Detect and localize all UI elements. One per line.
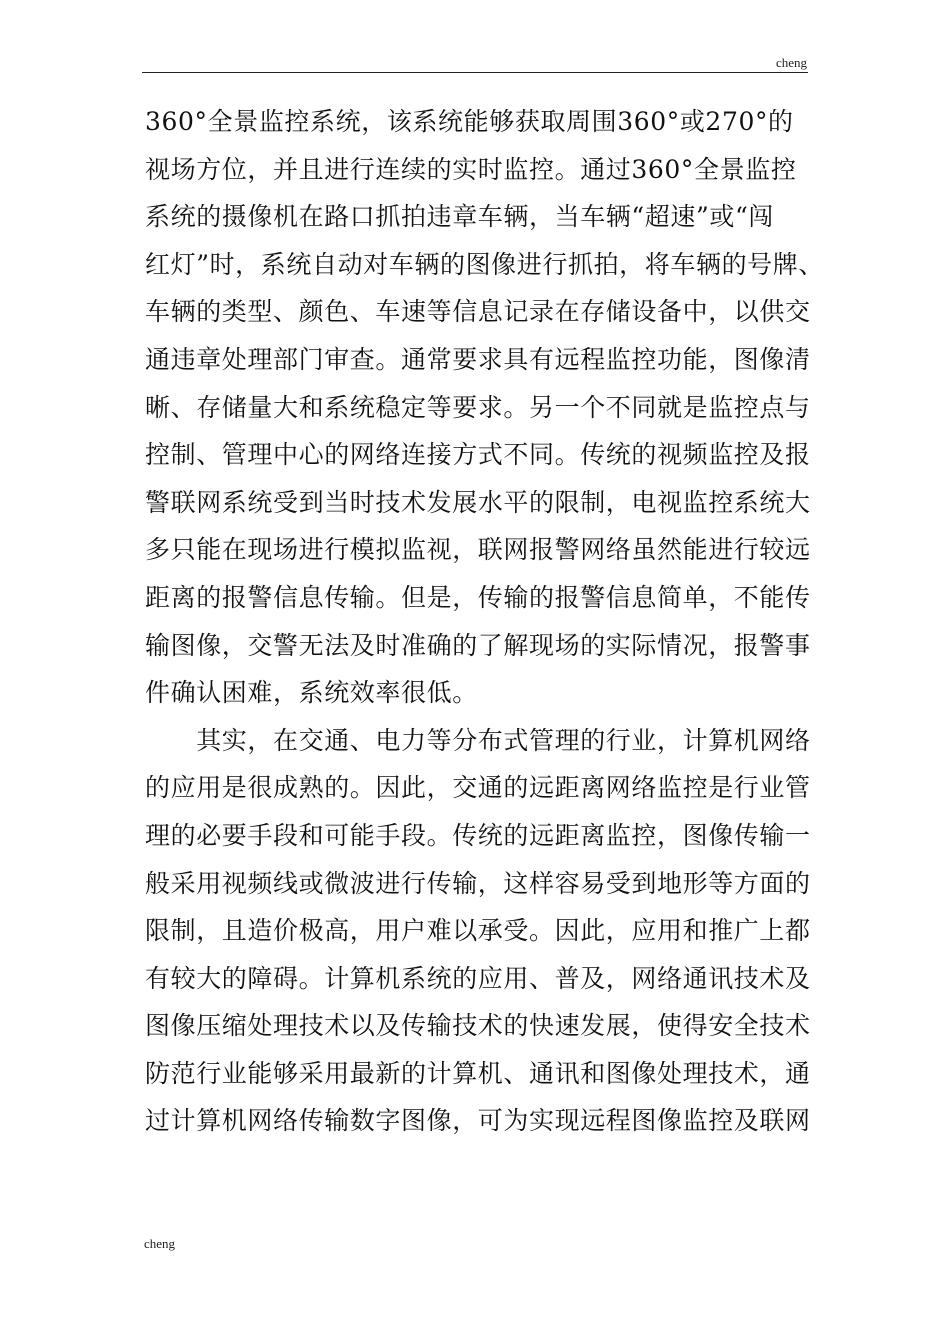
text-line: 限制，且造价极高，用户难以承受。因此，应用和推广上都 (145, 916, 811, 946)
text-line: 的应用是很成熟的。因此，交通的远距离网络监控是行业管 (145, 773, 811, 803)
page-header-text: cheng (775, 55, 807, 70)
document-body (145, 98, 824, 1145)
text-line: 视场方位，并且进行连续的实时监控。通过360°全景监控 (145, 154, 797, 184)
text-line: 360°全景监控系统，该系统能够获取周围360°或270°的 (145, 107, 794, 136)
page-footer-text: cheng (144, 1236, 176, 1251)
text-line: 控制、管理中心的网络连接方式不同。传统的视频监控及报 (145, 440, 811, 470)
text-line: 有较大的障碍。计算机系统的应用、普及，网络通讯技术及 (145, 963, 811, 993)
header-rule (142, 72, 808, 73)
text-line: 警联网系统受到当时技术发展水平的限制，电视监控系统大 (145, 487, 811, 517)
text-line: 距离的报警信息传输。但是，传输的报警信息简单，不能传 (145, 582, 811, 612)
text-line: 其实，在交通、电力等分布式管理的行业，计算机网络 (145, 725, 811, 755)
text-line: 车辆的类型、颜色、车速等信息记录在存储设备中，以供交 (145, 297, 811, 327)
text-line: 多只能在现场进行模拟监视，联网报警网络虽然能进行较远 (145, 535, 811, 565)
text-line: 过计算机网络传输数字图像，可为实现远程图像监控及联网 (145, 1106, 811, 1136)
text-line: 理的必要手段和可能手段。传统的远距离监控，图像传输一 (145, 820, 811, 850)
text-line: 输图像，交警无法及时准确的了解现场的实际情况，报警事 (145, 630, 811, 660)
text-line: 通违章处理部门审查。通常要求具有远程监控功能，图像清 (145, 344, 811, 374)
text-line: 防范行业能够采用最新的计算机、通讯和图像处理技术，通 (145, 1058, 811, 1088)
text-line: 图像压缩处理技术以及传输技术的快速发展，使得安全技术 (145, 1011, 811, 1041)
text-line: 晰、存储量大和系统稳定等要求。另一个不同就是监控点与 (145, 392, 811, 422)
text-line: 系统的摄像机在路口抓拍违章车辆，当车辆“超速”或“闯 (145, 202, 774, 232)
text-line: 般采用视频线或微波进行传输，这样容易受到地形等方面的 (145, 868, 811, 898)
text-line: 红灯”时，系统自动对车辆的图像进行抓拍，将车辆的号牌、 (145, 249, 824, 279)
text-line: 件确认困难，系统效率很低。 (145, 678, 478, 708)
